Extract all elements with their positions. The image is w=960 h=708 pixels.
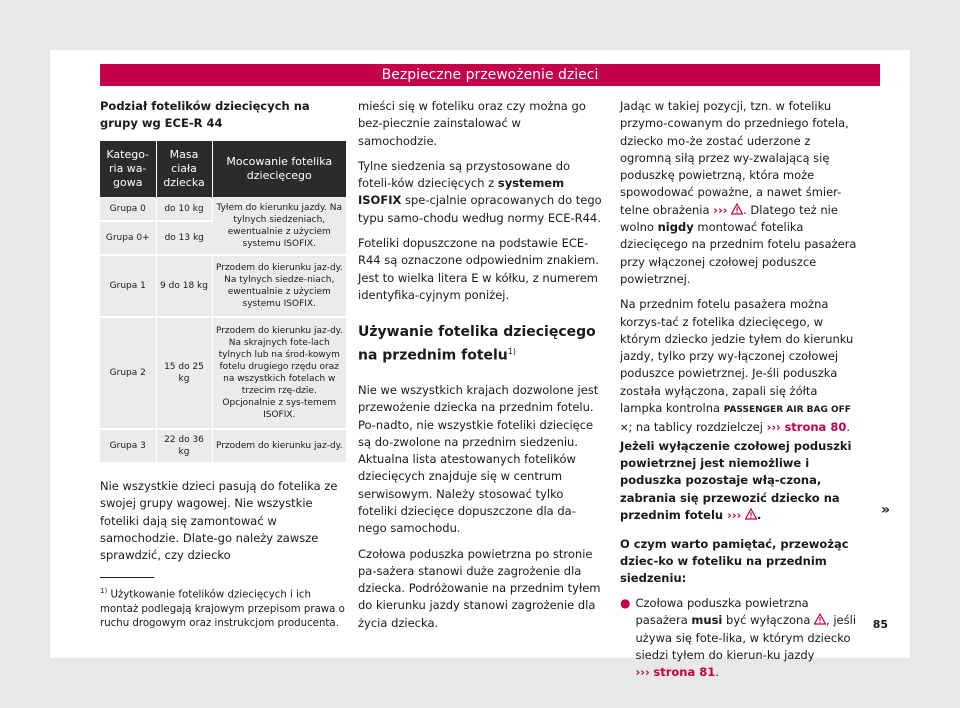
column-3 bbox=[620, 98, 858, 682]
table-row bbox=[100, 317, 346, 429]
table-cell: Grupa 0+ bbox=[100, 221, 156, 255]
paragraph: Nie wszystkie dzieci pasują do fotelika ze swojej grupy wagowej. Nie wszystkie foteliki dają się zamontować w samochodzie. Dlate-go należy zawsze sprawdzić, czy dziecko bbox=[100, 479, 338, 563]
paragraph: Nie we wszystkich krajach dozwolone jest przewożenie dziecka na przednim fotelu. Po-nadto, nie wszystkie foteliki dziecięce są do-zwolone na przednim siedzeniu. Aktualna lista atestowanych fotelików dziecięcych znajduje się w centrum serwisowym. Należy stosować tylko foteliki dziecięce dopuszczone dla da-nego samochodu. bbox=[358, 382, 599, 536]
table-cell: do 13 kg bbox=[156, 221, 212, 255]
table-cell: Grupa 1 bbox=[100, 255, 156, 317]
column-1 bbox=[100, 98, 346, 572]
next-page-marker[interactable]: » bbox=[880, 502, 890, 518]
paragraph: Foteliki dopuszczone na podstawie ECE-R44 są oznaczone odpowiednim znakiem. Jest to wielka litera E w kółku, z numerem identyfika-cyjnym poniżej. bbox=[358, 236, 599, 302]
table-cell: Tyłem do kierunku jazdy. Na tylnych siedzeniach, ewentualnie z użyciem systemu ISOFIX. bbox=[212, 197, 346, 255]
reference-arrow[interactable]: ››› bbox=[727, 507, 742, 522]
page-reference-link[interactable]: strona 81 bbox=[653, 665, 716, 680]
paragraph: Czołowa poduszka powietrzna po stronie pa-sażera stanowi duże zagrożenie dla dziecka. Podróżowanie na przednim tyłem do kierunku jazdy stanowi zagrożenie dla życia dziecka. bbox=[358, 546, 601, 630]
page-header: Bezpieczne przewożenie dzieci bbox=[100, 64, 880, 86]
paragraph: mieści się w foteliku oraz czy można go bez-piecznie zainstalować w samochodzie. bbox=[358, 99, 586, 148]
section-title: Używanie fotelika dziecięcego na przednim fotelu$^{1)}$ bbox=[358, 324, 596, 364]
table-cell: 22 do 36 kg bbox=[156, 429, 212, 463]
table-header: Mocowanie fotelika dziecięcego bbox=[212, 141, 346, 197]
table-header: Katego-ria wa-gowa bbox=[100, 141, 156, 197]
table-cell: Grupa 2 bbox=[100, 317, 156, 429]
footnote bbox=[100, 577, 350, 632]
table-cell: Przodem do kierunku jaz-dy. Na skrajnych fote-lach tylnych lub na środ-kowym fotelu drugiego rzędu oraz na wszystkich fotelach w trzecim rzę-dzie. Opcjonalnie z sys-temem ISOFIX. bbox=[212, 317, 346, 429]
page-reference-link[interactable]: strona 80 bbox=[784, 420, 847, 435]
footnote-mark: 1) bbox=[100, 587, 108, 595]
table-cell: do 10 kg bbox=[156, 197, 212, 221]
weight-group-table bbox=[100, 141, 346, 464]
table-cell: Przodem do kierunku jaz-dy. bbox=[212, 429, 346, 463]
page-number: 85 bbox=[872, 618, 888, 631]
reference-arrow[interactable]: ››› bbox=[766, 420, 781, 435]
list-item: ● Czołowa poduszka powietrzna pasażera musi być wyłączona , jeśli używa się fote-lika, w którym dziecko siedzi tyłem do kierun-ku jazdy ››› strona 81. bbox=[620, 595, 858, 681]
airbag-off-lamp-label: PASSENGER AIR BAG OFF bbox=[723, 405, 851, 416]
airbag-off-icon: ✕ bbox=[620, 423, 629, 435]
table-row bbox=[100, 255, 346, 317]
document-page bbox=[50, 50, 910, 680]
table-cell: Przodem do kierunku jaz-dy. Na tylnych siedze-niach, ewentualnie z użyciem systemu ISOFIX. bbox=[212, 255, 346, 317]
bullet-icon: ● bbox=[620, 596, 631, 611]
table-row bbox=[100, 429, 346, 463]
paragraph: Tylne siedzenia są przystosowane do foteli-ków dziecięcych z systemem ISOFIX spe-cjalnie opracowanych do tego typu samo-chodu według normy ECE-R44. bbox=[358, 158, 602, 225]
warning-icon bbox=[745, 508, 757, 520]
paragraph: Jadąc w takiej pozycji, tzn. w foteliku przymo-cowanym do przedniego fotela, dziecko mo-że zostać uderzone z ogromną siłą przez wy-zwalającą się poduszkę powietrzną, która może spowodować poważne, a nawet śmier-telne obrażenia ››› . Dlatego też nie wolno nigdy montować fotelika dziecięcego na przednim fotelu pasażera przy włączonej czołowej poduszce powietrznej. bbox=[620, 99, 857, 286]
subheading: O czym warto pamiętać, przewożąc dziec-ko w foteliku na przednim siedzeniu: bbox=[620, 537, 849, 586]
table-cell: Grupa 0 bbox=[100, 197, 156, 221]
paragraph: Na przednim fotelu pasażera można korzys-tać z fotelika dziecięcego, w którym dziecko jedzie tyłem do kierunku jazdy, tylko przy wy-łączonej czołowej poduszce powietrznej. Je-śli poduszka została wyłączona, zapali się żółta lampka kontrolna PASSENGER AIR BAG OFF ✕; na tablicy rozdzielczej ››› strona 80. Jeżeli wyłączenie czołowej poduszki powietrznej jest niemożliwe i poduszka pozostaje włą-czona, zabrania się przewozić dziecko na przednim fotelu ››› . bbox=[620, 297, 854, 522]
reference-arrow[interactable]: ››› bbox=[713, 202, 728, 217]
footnote-text: Użytkowanie fotelików dziecięcych i ich montaż podlegają krajowym przepisom prawa o ruchu drogowym oraz instrukcjom producenta. bbox=[100, 589, 345, 630]
table-header: Masa ciała dziecka bbox=[156, 141, 212, 197]
table-cell: Grupa 3 bbox=[100, 429, 156, 463]
table-title: Podział fotelików dziecięcych na grupy wg ECE-R 44 bbox=[100, 99, 310, 130]
table-cell: 9 do 18 kg bbox=[156, 255, 212, 317]
footnote-rule bbox=[100, 577, 154, 578]
reference-arrow[interactable]: ››› bbox=[635, 665, 650, 680]
table-row bbox=[100, 197, 346, 221]
warning-icon bbox=[814, 613, 826, 625]
warning-icon bbox=[731, 203, 743, 215]
table-cell: 15 do 25 kg bbox=[156, 317, 212, 429]
column-2 bbox=[358, 98, 602, 640]
